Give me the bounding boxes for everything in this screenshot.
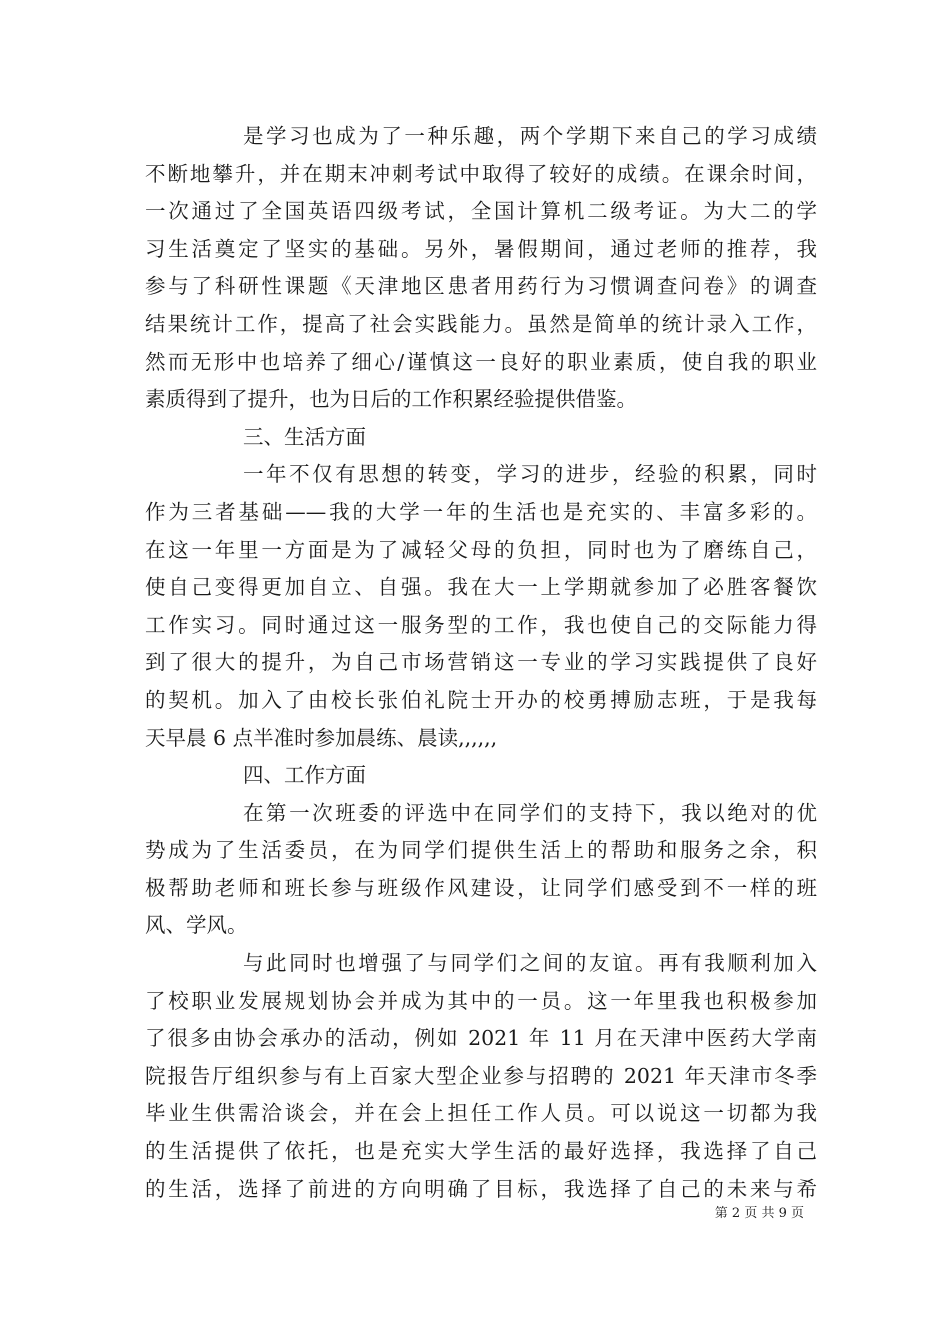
- body-text: [145, 118, 817, 1208]
- text-line: 结果统计工作，提高了社会实践能力。虽然是简单的统计录入工作，: [145, 311, 817, 336]
- text-line: 的生活，选择了前进的方向明确了目标，我选择了自己的未来与希: [145, 1176, 817, 1201]
- text-line: 一年不仅有思想的转变，学习的进步，经验的积累，同时: [243, 462, 817, 487]
- text-line: 风、学风。: [145, 913, 248, 938]
- text-line: 在这一年里一方面是为了减轻父母的负担，同时也为了磨练自己，: [145, 537, 817, 562]
- text-line: 素质得到了提升，也为日后的工作积累经验提供借鉴。: [145, 387, 637, 412]
- page-number-footer: 第 2 页 共 9 页: [714, 1206, 804, 1221]
- text-line: 院报告厅组织参与有上百家大型企业参与招聘的 2021 年天津市冬季: [145, 1063, 817, 1088]
- text-line: 是学习也成为了一种乐趣，两个学期下来自己的学习成绩: [243, 124, 817, 148]
- section-heading: 四、工作方面: [243, 763, 366, 788]
- text-line: 了很多由协会承办的活动，例如 2021 年 11 月在天津中医药大学南: [145, 1026, 817, 1051]
- text-line: 一次通过了全国英语四级考试，全国计算机二级考证。为大二的学: [145, 199, 817, 224]
- section-heading: 三、生活方面: [243, 424, 366, 449]
- text-line: 极帮助老师和班长参与班级作风建设，让同学们感受到不一样的班: [145, 875, 817, 900]
- text-line: 在第一次班委的评选中在同学们的支持下，我以绝对的优: [243, 800, 817, 825]
- text-line: 作为三者基础——我的大学一年的生活也是充实的、丰富多彩的。: [145, 499, 817, 524]
- text-line: 天早晨 6 点半准时参加晨练、晨读,,,,,,: [145, 725, 498, 750]
- text-line: 习生活奠定了坚实的基础。另外，暑假期间，通过老师的推荐，我: [145, 236, 817, 261]
- text-line: 不断地攀升，并在期末冲刺考试中取得了较好的成绩。在课余时间，: [145, 161, 817, 186]
- text-line: 的契机。加入了由校长张伯礼院士开办的校勇搏励志班，于是我每: [145, 687, 817, 712]
- text-line: 势成为了生活委员，在为同学们提供生活上的帮助和服务之余，积: [145, 838, 817, 863]
- text-line: 了校职业发展规划协会并成为其中的一员。这一年里我也积极参加: [145, 988, 817, 1013]
- text-line: 的生活提供了依托，也是充实大学生活的最好选择，我选择了自己: [145, 1139, 817, 1164]
- text-line: 参与了科研性课题《天津地区患者用药行为习惯调查问卷》的调查: [145, 274, 817, 299]
- text-line: 然而无形中也培养了细心/谨慎这一良好的职业素质，使自我的职业: [145, 349, 817, 374]
- text-line: 到了很大的提升，为自己市场营销这一专业的学习实践提供了良好: [145, 650, 817, 675]
- text-line: 毕业生供需洽谈会，并在会上担任工作人员。可以说这一切都为我: [145, 1101, 817, 1126]
- text-line: 与此同时也增强了与同学们之间的友谊。再有我顺利加入: [243, 951, 817, 976]
- text-line: 工作实习。同时通过这一服务型的工作，我也使自己的交际能力得: [145, 612, 817, 637]
- text-line: 使自己变得更加自立、自强。我在大一上学期就参加了必胜客餐饮: [145, 575, 817, 600]
